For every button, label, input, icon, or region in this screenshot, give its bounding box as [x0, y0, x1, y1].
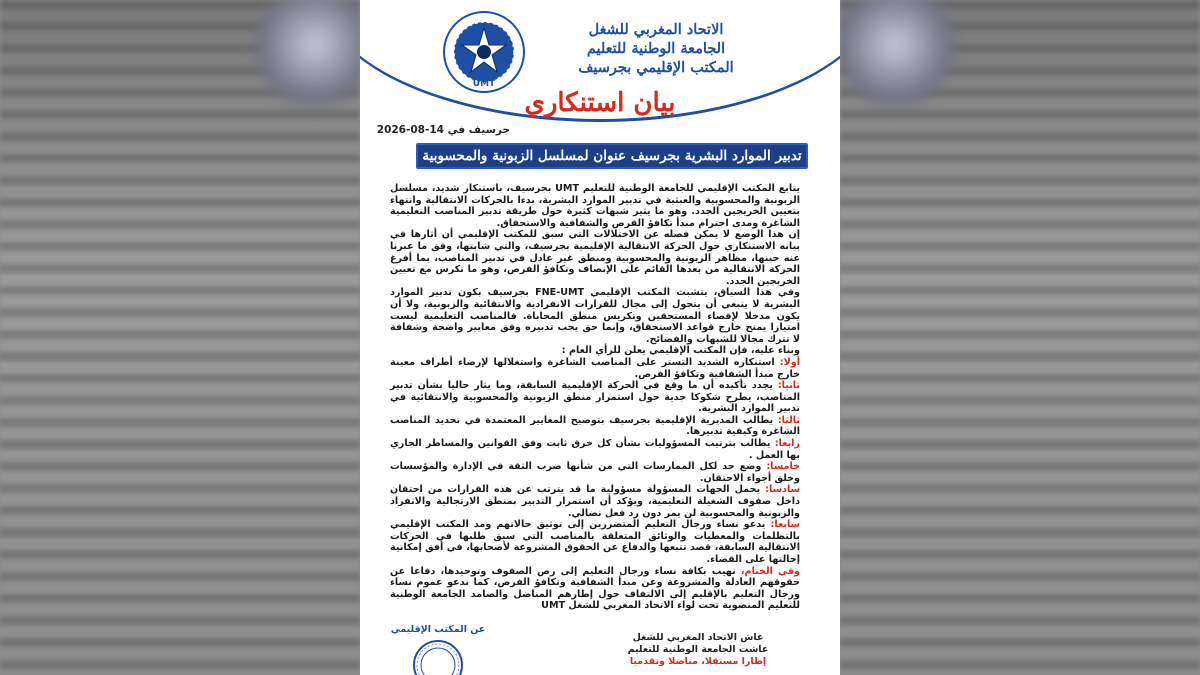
subject-banner-text: تدبير الموارد البشرية بجرسيف عنوان لمسلسل الزبونية والمحسوبية	[422, 148, 802, 164]
statement-date: جرسيف في 14-08-2026	[376, 124, 510, 136]
demand-text: وضع حد لكل الممارسات التي من شأنها ضرب الثقة في الإدارة والمؤسسات وخلق أجواء الاحتقان.	[390, 461, 800, 484]
demand-text: استنكاره الشديد التستر على المناصب الشاغرة واستغلالها لإرضاء أطراف معينة خارج مبدأ الشفافية وتكافؤ الفرص.	[390, 356, 800, 380]
logo-umt-text: UMT	[472, 79, 496, 89]
demand-label: سادسا:	[765, 484, 801, 496]
header-line-office: المكتب الإقليمي بجرسيف	[578, 59, 734, 76]
demand-label: ثالثا:	[777, 414, 800, 426]
demand-text: يدعو نساء ورجال التعليم المتضررين إلى توثيق حالاتهم ومد المكتب الإقليمي بالتظلمات والمعطيات والوثائق المتعلقة بالمناصب التي سبق طلبها في الحركات الانتقالية السابقة، قصد تتبعها والدفاع عن الحقوق المشروعة لأصحابها، في أفق إمكانية إحالتها على القضاء.	[390, 519, 800, 565]
demand-text: يطالب المديرية الإقليمية بجرسيف بتوضيح المعايير المعتمدة في تحديد المناصب الشاغرة وكيفية تدبيرها.	[390, 414, 800, 438]
demand-item	[390, 438, 800, 461]
blurred-backdrop-left	[0, 0, 360, 675]
header-line-union: الاتحاد المغربي للشغل	[588, 21, 724, 38]
blurred-backdrop-right	[840, 0, 1200, 675]
closing-item	[390, 566, 800, 612]
paragraph: إن هذا الوضع لا يمكن فصله عن الاختلالات التي سبق للمكتب الإقليمي أن أثارها في بيانه الاستنكاري حول الحركة الانتقالية الإقليمية بجرسيف، والتي شابتها، وفق ما عبرنا عنه حينها، مظاهر الزبونية والمحسوبية ومنطق غير عادل في تدبير المناصب، بما أفرغ الحركة الانتقالية من بعدها القائم على الإنصاف وتكافؤ الفرص، وهو ما تكرس مع تعيين الخريجين الجدد.	[390, 229, 800, 287]
footer-line-union: عاش الاتحاد المغربي للشغل	[632, 632, 764, 643]
demand-item	[390, 380, 800, 415]
paragraph: يتابع المكتب الإقليمي للجامعة الوطنية للتعليم UMT بجرسيف، باستنكار شديد، مسلسل الزبونية والمحسوبية والعبثية في تدبير الموارد البشرية، بدءا بالحركات الانتقالية وانتهاء بتعيين الخريجين الجدد. وهو ما يثير شبهات كثيرة حول طريقة تدبير المناصب التعليمية الشاغرة ومدى احترام مبدأ تكافؤ الفرص والشفافية والاستحقاق.	[390, 183, 800, 229]
signature-label: عن المكتب الإقليمي	[390, 624, 486, 635]
closing-label: وفي الختام،	[740, 565, 801, 577]
demand-item	[390, 519, 800, 565]
demand-label: سابعا:	[770, 519, 800, 531]
umt-logo-icon	[442, 10, 526, 94]
demand-text: يحمل الجهات المسؤولة مسؤولية ما قد يترتب عن هذه القرارات من احتقان داخل صفوف الشغيلة التعليمية، ويؤكد أن استمرار التدبير بمنطق الارتجالية والانفراد والزبونية والمحسوبية لن يمر دون رد فعل نضالي.	[390, 484, 800, 519]
demand-item	[390, 415, 800, 438]
closing-text: نهيب بكافة نساء ورجال التعليم إلى رص الصفوف وتوحيدها، دفاعا عن حقوقهم العادلة والمشروعة وعن مبدأ الشفافية وتكافؤ الفرص، كما ندعو عموم نساء ورجال التعليم بالإقليم إلى الالتفاف حول إطارهم المناضل والصامد الجامعة الوطنية للتعليم المنضوية تحت لواء الاتحاد المغربي للشغل UMT	[390, 565, 800, 612]
footer-slogans	[618, 632, 778, 668]
demand-item	[390, 484, 800, 519]
demand-label: رابعا:	[774, 438, 800, 450]
demand-label: خامسا:	[766, 461, 800, 473]
signature-block	[390, 624, 486, 675]
footer	[360, 618, 840, 675]
demand-label: أولا:	[779, 356, 800, 368]
footer-slogan: إطارا مستقلا، مناضلا وتقدميا	[629, 656, 767, 667]
subject-banner	[416, 143, 808, 169]
organization-header	[536, 20, 776, 77]
office-stamp-icon	[412, 639, 464, 675]
demand-text: يطالب بترتيب المسؤوليات بشأن كل خرق ثابت وفق القوانين والمساطر الجاري بها العمل .	[390, 438, 800, 461]
demand-text: يجدد تأكيده أن ما وقع في الحركة الإقليمية السابقة، وما يثار حاليا بشأن تدبير المناصب، يطرح شكوكا جدية حول استمرار منطق الزبونية والمحسوبية والانتقائية في تدبير الموارد البشرية.	[390, 380, 800, 415]
demand-item	[390, 357, 800, 380]
header-line-federation: الجامعة الوطنية للتعليم	[586, 40, 726, 57]
paragraph: وبناء عليه، فإن المكتب الإقليمي يعلن للرأي العام :	[561, 345, 800, 357]
demand-label: ثانيا:	[777, 380, 801, 392]
statement-title: بيان استنكاري	[524, 88, 676, 118]
paragraph: وفي هذا السياق، يتشبث المكتب الإقليمي FNE-UMT بجرسيف بكون تدبير الموارد البشرية لا ينبغي أن يتحول إلى مجال للقرارات الانفرادية والانتقائية والزبونية، ولا أن يكون مدخلا لإقصاء المستحقين وتكريس منطق المحاباة. فالمناصب التعليمية ليست امتيازا يمنح خارج قواعد الاستحقاق، وإنما حق يجب تدبيره وفق معايير واضحة وشفافة لا تترك مجالا للشبهات والفضائح.	[390, 287, 800, 345]
statement-document	[360, 0, 840, 675]
footer-line-federation: عاشت الجامعة الوطنية للتعليم	[627, 644, 769, 655]
statement-body	[390, 183, 800, 612]
demand-item	[390, 461, 800, 484]
